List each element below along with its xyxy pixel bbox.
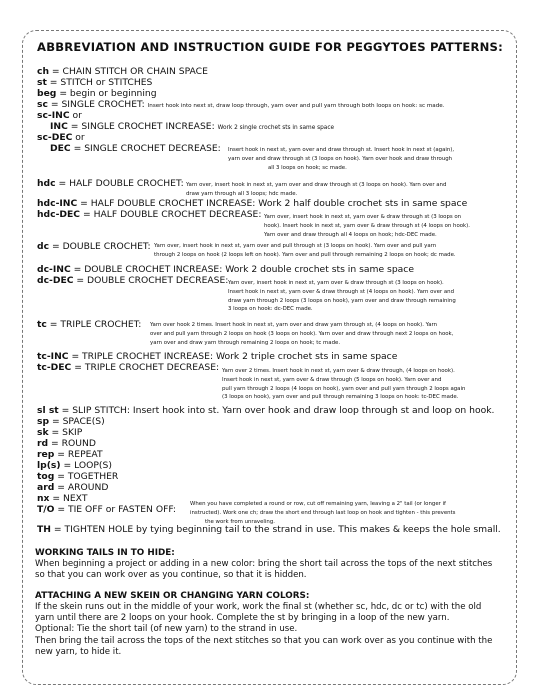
desc: = SINGLE CROCHET:: [50, 99, 145, 110]
row-slst: [37, 405, 494, 416]
note-line: hook). Insert hook in next st, yarn over & draw through st (4 loops on hook).: [264, 222, 470, 229]
abbr: tog: [37, 471, 55, 482]
desc: = DOUBLE CROCHET INCREASE:: [73, 264, 223, 275]
abbr: sc-DEC: [37, 132, 73, 143]
desc: = TIE OFF or FASTEN OFF:: [57, 504, 177, 515]
abbr: TH: [37, 524, 51, 535]
desc: = DOUBLE CROCHET DECREASE:: [76, 275, 229, 286]
desc: = TRIPLE CROCHET INCREASE:: [71, 351, 214, 362]
desc: = NEXT: [52, 493, 88, 504]
abbr: dc-DEC: [37, 275, 74, 286]
abbr: st: [37, 77, 47, 88]
abbr: tc: [37, 319, 47, 330]
note-line: the work from unraveling.: [205, 518, 275, 525]
row-sp: [37, 416, 105, 427]
row-rd: [37, 438, 96, 449]
desc: or: [72, 110, 82, 121]
note-to: [190, 500, 455, 526]
para-line: new yarn, to hide it.: [35, 646, 122, 657]
note-hdcdec: [264, 213, 470, 239]
desc: = SLIP STITCH:: [61, 405, 130, 416]
note-hdc: [186, 181, 446, 199]
abbr: tc-DEC: [37, 362, 72, 373]
row-to: [37, 504, 176, 515]
row-th: [37, 524, 501, 535]
row-lp: [37, 460, 112, 471]
abbr: ard: [37, 482, 55, 493]
note-line: When you have completed a round or row, cut off remaining yarn, leaving a 2" tail (or longer if: [190, 501, 446, 507]
tail: Work 2 double crochet sts in same space: [225, 264, 414, 275]
desc: = SINGLE CROCHET INCREASE:: [70, 121, 215, 132]
row-dc: [37, 241, 151, 252]
row-hdcdec: [37, 209, 261, 220]
tail: Work 2 half double crochet sts in same space: [258, 198, 468, 209]
note-dcdec: [228, 279, 456, 314]
note-line: Insert hook in next st, yarn over & draw through st (4 loops on hook). Yarn over and: [228, 288, 455, 295]
note-line: draw yarn through 2 loops (3 loops on hook), yarn over and draw through remaining: [228, 297, 456, 304]
row-scinc-a: [37, 110, 82, 121]
note-line: 3 loops on hook: dc-DEC made.: [228, 306, 313, 313]
note-line: all 3 loops on hook; sc made.: [268, 164, 347, 171]
note-line: draw yarn through all 3 loops; hdc made.: [186, 190, 298, 197]
desc: = DOUBLE CROCHET:: [51, 241, 151, 252]
note-line: Yarn over 2 times. Insert hook in next st, yarn over & draw through, (4 loops on hook).: [222, 368, 455, 374]
desc: = AROUND: [57, 482, 109, 493]
note-scdec: [228, 146, 454, 172]
desc: = TRIPLE CROCHET:: [49, 319, 142, 330]
abbr: rd: [37, 438, 49, 449]
desc: or: [75, 132, 85, 143]
desc: = TOGETHER: [57, 471, 119, 482]
note-dc: [154, 242, 456, 260]
row-dcdec: [37, 275, 228, 286]
row-tc: [37, 319, 141, 330]
note-line: (3 loops on hook), yarn over and pull through remaining 3 loops on hook: tc-DEC made.: [222, 394, 459, 401]
note-tc: [150, 321, 453, 347]
row-ard: [37, 482, 108, 493]
note: Work 2 single crochet sts in same space: [217, 125, 335, 131]
note-line: instructed). Work one ch; draw the short end through last loop on hook and tighten - this prevents: [190, 509, 456, 516]
note-line: yarn over and draw yarn through remaining 2 loops on hook; tc made.: [150, 339, 341, 346]
row-beg: [37, 88, 157, 99]
abbr: hdc: [37, 178, 56, 189]
abbr: rep: [37, 449, 55, 460]
note: Insert hook into next st, draw loop through, yarn over and pull yarn through both loops on hook: sc made.: [147, 103, 445, 109]
desc: = REPEAT: [57, 449, 103, 460]
desc: = SKIP: [51, 427, 83, 438]
para-line: Optional: Tie the short tail (of new yarn) to the strand in use.: [35, 624, 298, 635]
row-scdec-b: [50, 143, 221, 154]
para-line: Then bring the tail across the tops of the next stitches so that you can work over as you continue with the: [35, 635, 493, 646]
section-new-skein: [35, 602, 510, 658]
para-line: When beginning a project or adding in a new color: bring the short tail across the tops of the next stitches: [35, 559, 493, 569]
abbr: sl st: [37, 405, 59, 416]
note-line: Yarn over, insert hook in next st, yarn over and draw through st (3 loops on hook). Yarn over and: [186, 182, 447, 188]
row-dcinc: [37, 264, 414, 275]
desc: = ROUND: [51, 438, 96, 449]
abbr: sk: [37, 427, 49, 438]
note-line: Yarn over, insert hook in next st, yarn over and pull through st (3 loops on hook). Yarn over and pull yarn: [154, 243, 437, 249]
tail: Insert hook into st. Yarn over hook and draw loop through st and loop on hook.: [132, 405, 495, 416]
abbr: dc: [37, 241, 50, 252]
note-line: Yarn over, insert hook in next st, yarn over & draw through st (3 loops on: [264, 214, 462, 220]
row-tog: [37, 471, 118, 482]
abbr: INC: [50, 121, 68, 132]
abbr: sc: [37, 99, 48, 110]
note-line: Yarn over, insert hook in next st, yarn over & draw through st (3 loops on hook).: [228, 280, 444, 286]
desc: = TRIPLE CROCHET DECREASE:: [74, 362, 220, 373]
note-line: Yarn over and draw through all 4 loops on hook; hdc-DEC made.: [264, 231, 437, 238]
desc: = HALF DOUBLE CROCHET INCREASE:: [80, 198, 256, 209]
desc: = HALF DOUBLE CROCHET:: [58, 178, 184, 189]
abbr: beg: [37, 88, 57, 99]
row-st: [37, 77, 152, 88]
abbr: sp: [37, 416, 50, 427]
row-sk: [37, 427, 82, 438]
desc: = CHAIN STITCH OR CHAIN SPACE: [51, 66, 208, 77]
note-line: over and pull yarn through 2 loops on hook (3 loops on hook). Yarn over and draw through next 2 loops on hook,: [150, 330, 454, 337]
row-scdec-a: [37, 132, 85, 143]
para-line: yarn until there are 2 loops on your hook. Complete the st by bringing in a loop of the new yarn.: [35, 613, 450, 624]
desc: = HALF DOUBLE CROCHET DECREASE:: [82, 209, 262, 220]
row-hdc: [37, 178, 184, 189]
note-line: Insert hook in next st, yarn over & draw through (5 loops on hook). Yarn over and: [222, 376, 442, 383]
abbr: nx: [37, 493, 50, 504]
abbr: ch: [37, 66, 49, 77]
section-heading-working-tails: WORKING TAILS IN TO HIDE:: [35, 548, 175, 558]
abbr: hdc-DEC: [37, 209, 81, 220]
abbr: sc-INC: [37, 110, 70, 121]
tail: Work 2 triple crochet sts in same space: [215, 351, 398, 362]
section-working-tails: [35, 559, 510, 581]
row-sc: [37, 99, 444, 112]
abbr: dc-INC: [37, 264, 71, 275]
abbr: T/O: [37, 504, 55, 515]
note-line: Yarn over hook 2 times. Insert hook in next st, yarn over and draw yarn through st, (4 loops on hook). Yarn: [150, 322, 438, 328]
row-tcinc: [37, 351, 397, 362]
row-nx: [37, 493, 87, 504]
desc: = STITCH or STITCHES: [49, 77, 153, 88]
desc: = LOOP(S): [63, 460, 112, 471]
abbr: hdc-INC: [37, 198, 78, 209]
note-line: Insert hook in next st, yarn over and draw through st. Insert hook in next st (again),: [228, 147, 455, 153]
page-title: ABBREVIATION AND INSTRUCTION GUIDE FOR PEGGYTOES PATTERNS:: [37, 40, 503, 54]
abbr: lp(s): [37, 460, 61, 471]
row-ch: [37, 66, 208, 77]
section-heading-new-skein: ATTACHING A NEW SKEIN OR CHANGING YARN COLORS:: [35, 591, 310, 601]
abbr: tc-INC: [37, 351, 69, 362]
desc: = SINGLE CROCHET DECREASE:: [73, 143, 221, 154]
desc: = TIGHTEN HOLE by tying beginning tail to the strand in use. This makes & keeps the hole small.: [53, 524, 501, 535]
para-line: so that you can work over as you continue, so that it is hidden.: [35, 570, 307, 581]
note-tcdec: [222, 367, 465, 402]
para-line: If the skein runs out in the middle of your work, work the final st (whether sc, hdc, dc or tc) with the old: [35, 602, 482, 612]
row-hdcinc: [37, 198, 467, 209]
desc: = SPACE(S): [51, 416, 105, 427]
note-line: pull yarn through 2 loops (4 loops on hook), yarn over and pull yarn through 2 loops again: [222, 385, 466, 392]
row-tcdec: [37, 362, 219, 373]
abbr: DEC: [50, 143, 71, 154]
note-line: through 2 loops on hook (2 loops left on hook). Yarn over and pull through remaining 2 loops on hook; dc made.: [154, 251, 456, 258]
row-rep: [37, 449, 103, 460]
desc: = begin or beginning: [59, 88, 157, 99]
note-line: yarn over and draw through st (3 loops on hook). Yarn over hook and draw through: [228, 155, 453, 162]
row-scinc-b: [50, 121, 334, 134]
